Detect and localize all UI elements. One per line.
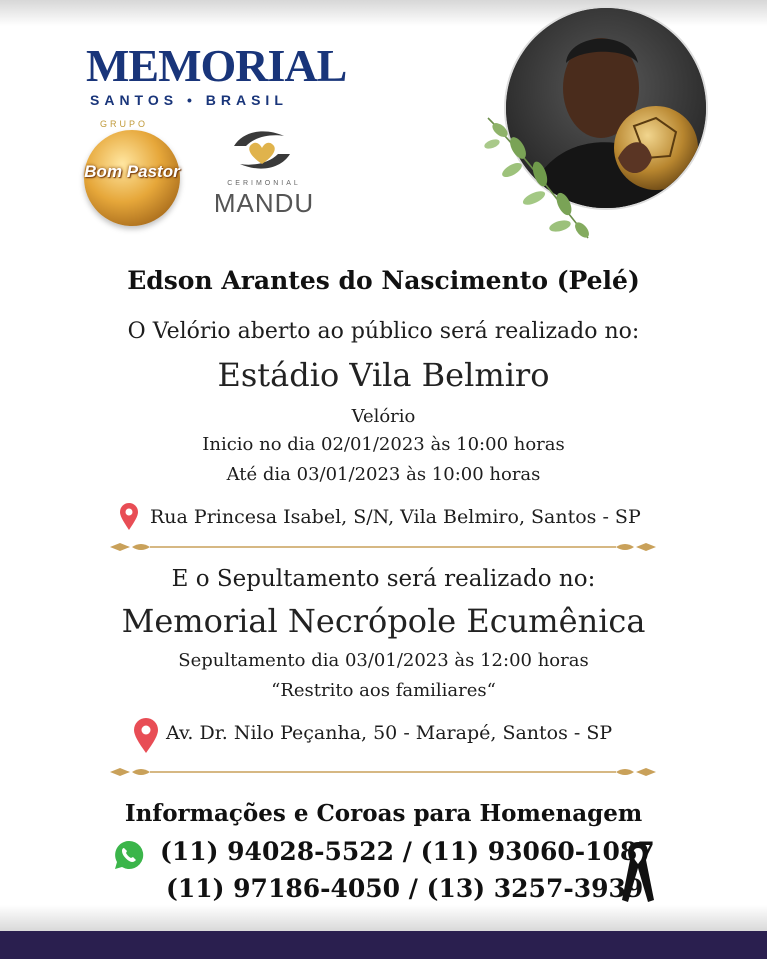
bottom-shadow bbox=[0, 905, 767, 931]
velorio-venue: Estádio Vila Belmiro bbox=[217, 356, 550, 394]
memorial-logo: MEMORIAL bbox=[86, 40, 347, 91]
whatsapp-icon bbox=[113, 839, 145, 871]
mandu-label-small: CERIMONIAL bbox=[227, 180, 301, 187]
grupo-label: GRUPO bbox=[100, 119, 149, 129]
leaves-decoration bbox=[478, 108, 608, 248]
bompastor-logo-text: Bom Pastor bbox=[84, 162, 180, 181]
sepultamento-datetime: Sepultamento dia 03/01/2023 às 12:00 horas bbox=[178, 650, 589, 671]
phones-line-2: (11) 97186-4050 / (13) 3257-3939 bbox=[166, 874, 644, 903]
ornamental-divider bbox=[110, 541, 656, 553]
sepultamento-intro: E o Sepultamento será realizado no: bbox=[171, 566, 596, 592]
sepultamento-venue: Memorial Necrópole Ecumênica bbox=[121, 602, 646, 640]
deceased-name: Edson Arantes do Nascimento (Pelé) bbox=[127, 266, 640, 295]
mandu-label-big: MANDU bbox=[213, 188, 315, 218]
mourning-ribbon-icon bbox=[618, 838, 658, 904]
velorio-end: Até dia 03/01/2023 às 10:00 horas bbox=[226, 464, 541, 485]
memorial-location: SANTOS • BRASIL bbox=[90, 92, 288, 108]
contact-title: Informações e Coroas para Homenagem bbox=[124, 800, 643, 827]
ornamental-divider bbox=[110, 766, 656, 778]
velorio-address: Rua Princesa Isabel, S/N, Vila Belmiro, Santos - SP bbox=[150, 506, 641, 528]
velorio-label: Velório bbox=[351, 406, 416, 427]
velorio-start: Inicio no dia 02/01/2023 às 10:00 horas bbox=[202, 434, 565, 455]
map-pin-icon bbox=[133, 718, 159, 754]
bottom-bar bbox=[0, 931, 767, 959]
map-pin-icon bbox=[119, 503, 139, 531]
mandu-hands-heart-icon bbox=[226, 124, 298, 176]
sepultamento-restriction: “Restrito aos familiares“ bbox=[271, 680, 496, 701]
sepultamento-address: Av. Dr. Nilo Peçanha, 50 - Marapé, Santos - SP bbox=[166, 722, 613, 744]
phones-line-1: (11) 94028-5522 / (11) 93060-1087 bbox=[160, 837, 655, 866]
velorio-intro: O Velório aberto ao público será realizado no: bbox=[127, 319, 640, 344]
